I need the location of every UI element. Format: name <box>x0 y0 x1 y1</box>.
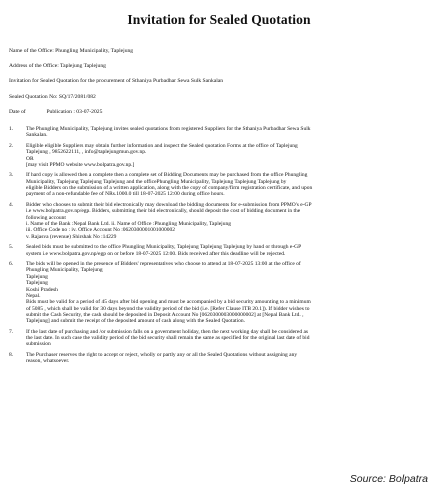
notice-item <box>9 126 427 139</box>
notice-item <box>9 172 427 197</box>
item-text <box>26 352 427 365</box>
item-line: following account <box>26 214 66 221</box>
item-line: of 5085 , which shall be valid for 30 days beyond the validity period of the bid (i.e. [Refer Clause ITB 20.1]). If bidder wishes to <box>26 305 310 312</box>
item-line: v. Rajasva (revenue) Shirshak No :14229 <box>26 233 117 240</box>
item-line: Taplejung <box>26 280 48 287</box>
item-line: Koshi Pradesh <box>26 286 58 293</box>
invitation-for: Invitation for Sealed Quotation for the procurement of Sthaniya Purbadhar Sewa Sulk Sankalan <box>9 78 224 84</box>
item-number: 6. <box>9 261 14 268</box>
page-title: Invitation for Sealed Quotation <box>127 12 311 27</box>
item-number: 8. <box>9 351 14 358</box>
item-number: 5. <box>9 244 14 251</box>
item-line: If the last date of purchasing and /or submission falls on a government holiday, then the next working day shall be considered as <box>26 328 309 335</box>
date-label: Date of <box>9 109 26 115</box>
item-line: [may visit PPMO website www.bolpatra.gov.np.] <box>26 161 135 168</box>
item-line: i. Name of the Bank :Nepal Bank Ltd. ii. Name of Office :Phungling Municipality, Taplejung <box>26 221 231 228</box>
item-number: 3. <box>9 172 14 179</box>
notice-item <box>9 352 427 365</box>
item-line: i.e www.bolpatra.gov.np/egp. Bidders, submitting their bid electronically, should deposit the cost of bidding document in the <box>26 208 301 215</box>
item-number: 4. <box>9 202 14 208</box>
item-line: the last date. In such case the validity period of the bid security shall remain the same as specified for the original last date of bid <box>26 335 310 342</box>
item-line: Bidder who chooses to submit their bid electronically may download the bidding documents for e-submission from PPMO's e-GP <box>26 202 312 208</box>
item-number: 1. <box>9 126 14 132</box>
notice-items <box>9 126 427 369</box>
item-line: Bids must be valid for a period of 45 days after bid opening and must be accompanied by a bid security amounting to a minimum <box>26 299 311 306</box>
date-value: Publication : 03-07-2025 <box>46 109 103 115</box>
item-line: Taplejung <box>26 273 48 280</box>
item-line: Nepal. <box>26 292 41 299</box>
item-line: OR <box>26 155 34 162</box>
publication-date <box>9 109 102 116</box>
item-line: Eligible eligible Suppliers may obtain further information and inspect the Sealed quotation Forms at the office of Taplejung <box>26 142 298 149</box>
notice-item <box>9 329 427 348</box>
item-line: The Purchaser reserves the right to accept or reject, wholly or partly any or all the Sealed Quotations without assigning any <box>26 351 298 358</box>
item-text <box>26 172 427 197</box>
item-line: The Phungling Municipality, Taplejung invites sealed quotations from registered Suppliers for the Sthaniya Purbadhar Sewa Sulk <box>26 126 311 132</box>
item-line: Sankalan. <box>26 132 48 139</box>
item-line: system i.e www.bolpatra.gov.np/egp on or before 18-07-2025 12:00. Bids received after this deadline will be rejected. <box>26 250 286 257</box>
notice-item <box>9 244 427 257</box>
notice-item <box>9 202 427 240</box>
item-number: 7. <box>9 328 14 335</box>
item-number: 2. <box>9 142 14 149</box>
notice-item <box>9 143 427 168</box>
item-line: submit the Cash Security, the cash should be deposited in Deposit Account No [0620300003000000002] at [Nepal Bank Ltd. , <box>26 311 304 318</box>
item-text <box>26 329 427 348</box>
quotation-number: Sealed Quotation No: SQ/17/2081/082 <box>9 94 96 100</box>
item-line: Sealed bids must be submitted to the office Phungling Municipality, Taplejung Taplejung Taplejung by hand or through e-GP <box>26 244 302 251</box>
office-address: Address of the Office: Taplejung Taplejung <box>9 63 106 69</box>
item-line: Taplejung , 9852622111, , info@taplejungmun.gov.np. <box>26 149 147 156</box>
item-line: payment of a non-refundable fee of NRs.1000.0 till 18-07-2025 12:00 during office hours. <box>26 191 225 198</box>
item-text <box>26 143 427 168</box>
item-line: submission <box>26 341 51 348</box>
item-text <box>26 244 427 257</box>
item-line: eligible Bidders on the submission of a written application, along with the copy of company/firm registration certificate, and upon <box>26 185 313 192</box>
item-text <box>26 202 427 240</box>
item-line: reason, whatsoever. <box>26 358 70 365</box>
item-line: iii. Office Code no : iv. Office Account No :0620300001001000002 <box>26 227 175 234</box>
item-line: Municipality, Taplejung Taplejung Taplejung and the officePhungling Municipality, Taplejung Taplejung Taplejung by <box>26 178 287 185</box>
item-line: Taplejung] and submit the receipt of the deposited amount of cash along with the Sealed Quotation. <box>26 318 245 325</box>
source-credit: Source: Bolpatra <box>349 473 428 485</box>
item-text <box>26 261 427 324</box>
item-text <box>26 126 427 139</box>
office-name: Name of the Office: Phungling Municipality, Taplejung <box>9 48 134 54</box>
item-line: Phungling Municipality, Taplejung <box>26 267 103 274</box>
item-line: The bids will be opened in the presence of Bidders' representatives who choose to attend at 18-07-2025 13:00 at the office of <box>26 261 301 268</box>
notice-item <box>9 261 427 324</box>
item-line: If hard copy is allowed then a complete then a complete set of Bidding Documents may be purchased from the office Phungling <box>26 172 308 179</box>
